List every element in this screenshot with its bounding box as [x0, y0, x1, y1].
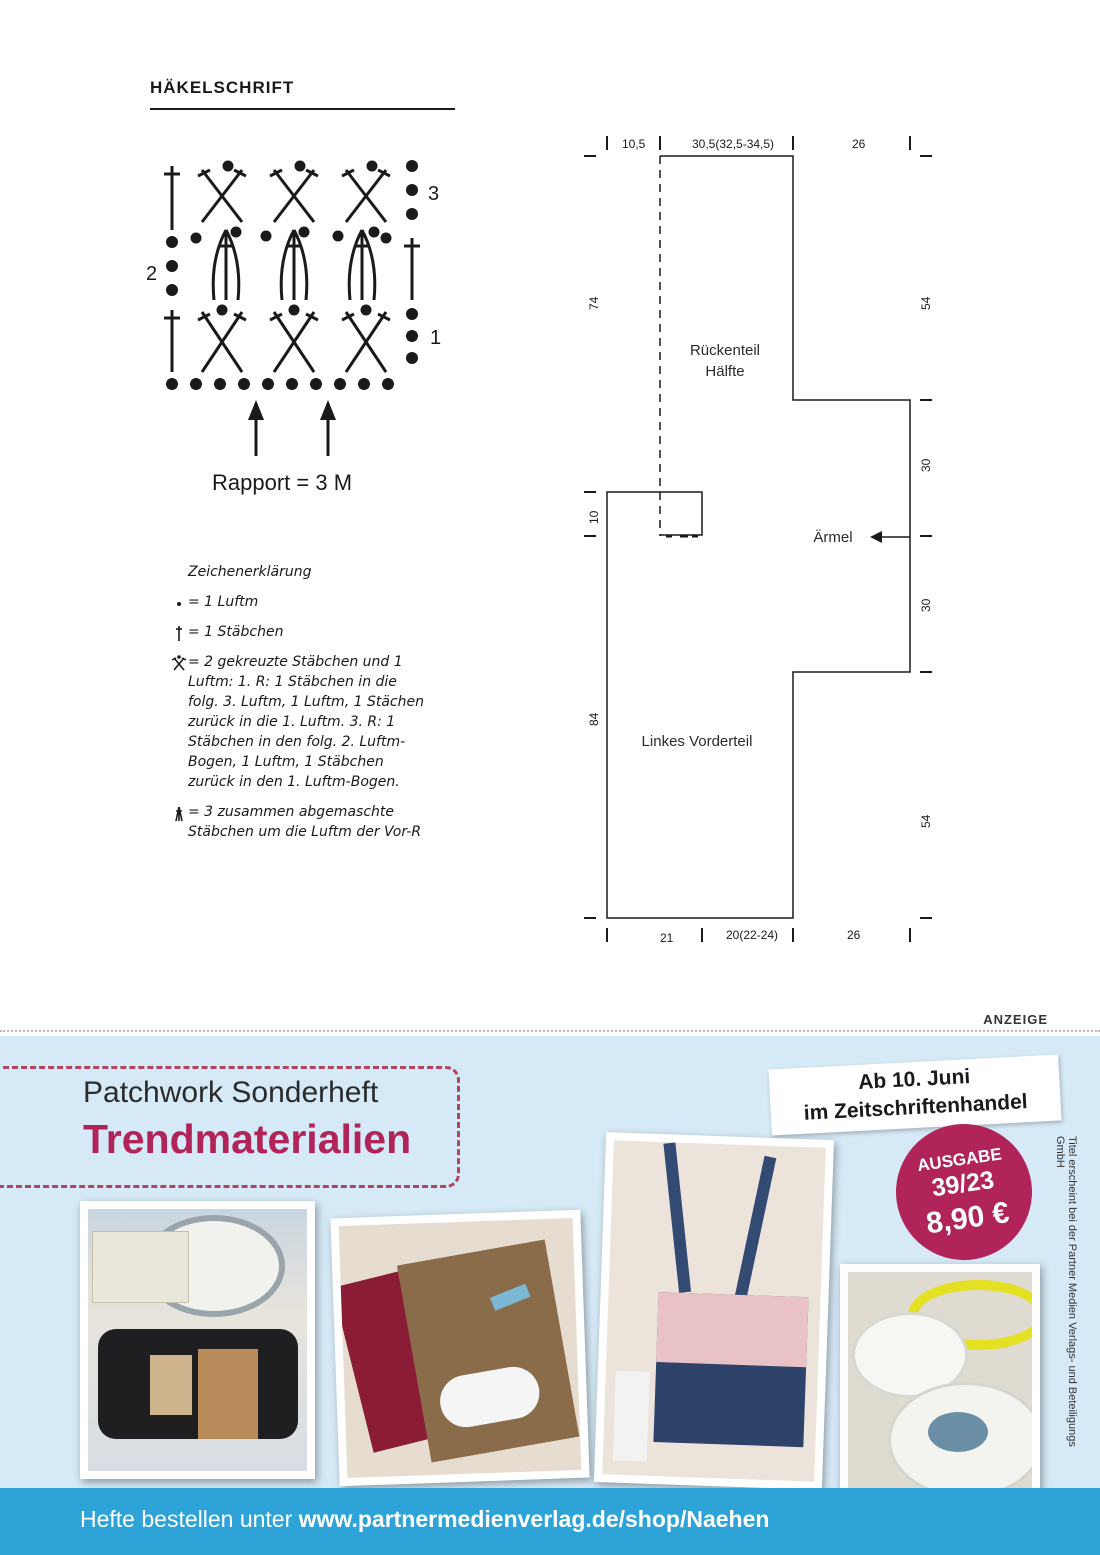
dim-right-mid-lower: 30 [919, 598, 933, 612]
dim-left-upper: 74 [587, 296, 601, 310]
repeat-arrows [248, 400, 336, 456]
repeat-label: Rapport = 3 M [212, 470, 353, 495]
back-piece-label-2: Hälfte [705, 363, 745, 380]
dim-top-middle: 30,5(32,5-34,5) [692, 137, 775, 151]
dim-top-left: 10,5 [622, 137, 646, 151]
dim-left-lower: 84 [587, 712, 601, 726]
cluster-icon [170, 802, 188, 842]
back-piece-label: Rückenteil [689, 342, 761, 359]
dim-bottom-middle: 20(22-24) [726, 928, 779, 942]
crochet-chart [140, 150, 470, 510]
row-1-chains [217, 305, 419, 365]
shop-link[interactable]: www.partnermedienverlag.de/shop/Naehen [298, 1506, 770, 1532]
row-1-stitches [164, 310, 390, 372]
dim-bottom-right: 26 [847, 928, 861, 942]
row-3-chains [223, 160, 419, 220]
issue-price: 8,90 € [924, 1196, 1012, 1241]
issue-number: 39/23 [929, 1165, 996, 1203]
legend-text: = 3 zusammen abgemaschte Stäbchen um die Luftm der Vor-R [188, 804, 422, 840]
legend-item [170, 622, 430, 642]
pattern-outline [607, 156, 910, 918]
front-piece-label: Linkes Vorderteil [641, 733, 753, 750]
dim-bottom-left: 21 [660, 931, 674, 945]
legend-item [170, 592, 430, 612]
legend-item [170, 802, 430, 842]
release-location: im Zeitschriftenhandel [803, 1090, 1029, 1125]
release-date: Ab 10. Juni [857, 1065, 971, 1094]
order-text [80, 1506, 769, 1533]
ad-footer[interactable] [0, 1488, 1100, 1555]
row-3-stitches [164, 166, 390, 230]
photo-belt-bag [80, 1201, 315, 1479]
row-label-3: 3 [428, 183, 440, 205]
stitch-legend [170, 562, 430, 852]
ad-title: Trendmaterialien [83, 1116, 412, 1162]
release-date-banner [768, 1054, 1061, 1135]
legend-item [170, 652, 430, 792]
photo-shoulder-bag [594, 1132, 834, 1490]
treble-icon [170, 622, 188, 642]
dot-icon [170, 592, 188, 612]
row-label-1: 1 [430, 327, 442, 349]
row-label-2: 2 [146, 263, 158, 285]
legend-text: = 1 Stäbchen [188, 624, 284, 640]
dim-left-mid: 10 [587, 510, 601, 524]
ad-label: ANZEIGE [983, 1012, 1048, 1027]
legend-text: = 1 Luftm [188, 594, 259, 610]
title-rule [150, 108, 455, 110]
order-prefix: Hefte bestellen unter [80, 1506, 299, 1532]
foundation-chain [166, 378, 394, 390]
dim-right-lower: 54 [919, 814, 933, 828]
magazine-ad[interactable] [0, 1036, 1100, 1555]
legend-heading: Zeichenerklärung [188, 564, 312, 580]
garment-schematic [580, 128, 940, 948]
legend-text: = 2 gekreuzte Stäbchen und 1 Luftm: 1. R: 1 Stäbchen in die folg. 3. Luftm, 1 Luftm, 1 Stächen zurück in die 1. Luftm. 3. R: 1 Stäbchen in den folg. 2. Luftm-Bogen, 1 Luftm, 1 Stäbchen zurück in den 1. Luftm-Bogen. [188, 654, 424, 790]
sleeve-arrow-icon [870, 531, 910, 543]
dim-right-upper: 54 [919, 296, 933, 310]
dim-top-right: 26 [852, 137, 866, 151]
dim-right-mid-upper: 30 [919, 458, 933, 472]
price-badge [887, 1115, 1041, 1269]
ad-subtitle: Patchwork Sonderheft [83, 1076, 379, 1109]
ad-divider [0, 1030, 1100, 1032]
crossed-treble-icon [170, 652, 188, 792]
publisher-note: Titel erscheint bei der Partner Medien Verlags- und Beteiligungs GmbH [1054, 1136, 1078, 1447]
photo-passport-cover [330, 1210, 589, 1487]
sleeve-label: Ärmel [813, 529, 853, 546]
section-title: HÄKELSCHRIFT [150, 78, 295, 97]
issue-label: AUSGABE [916, 1144, 1003, 1176]
